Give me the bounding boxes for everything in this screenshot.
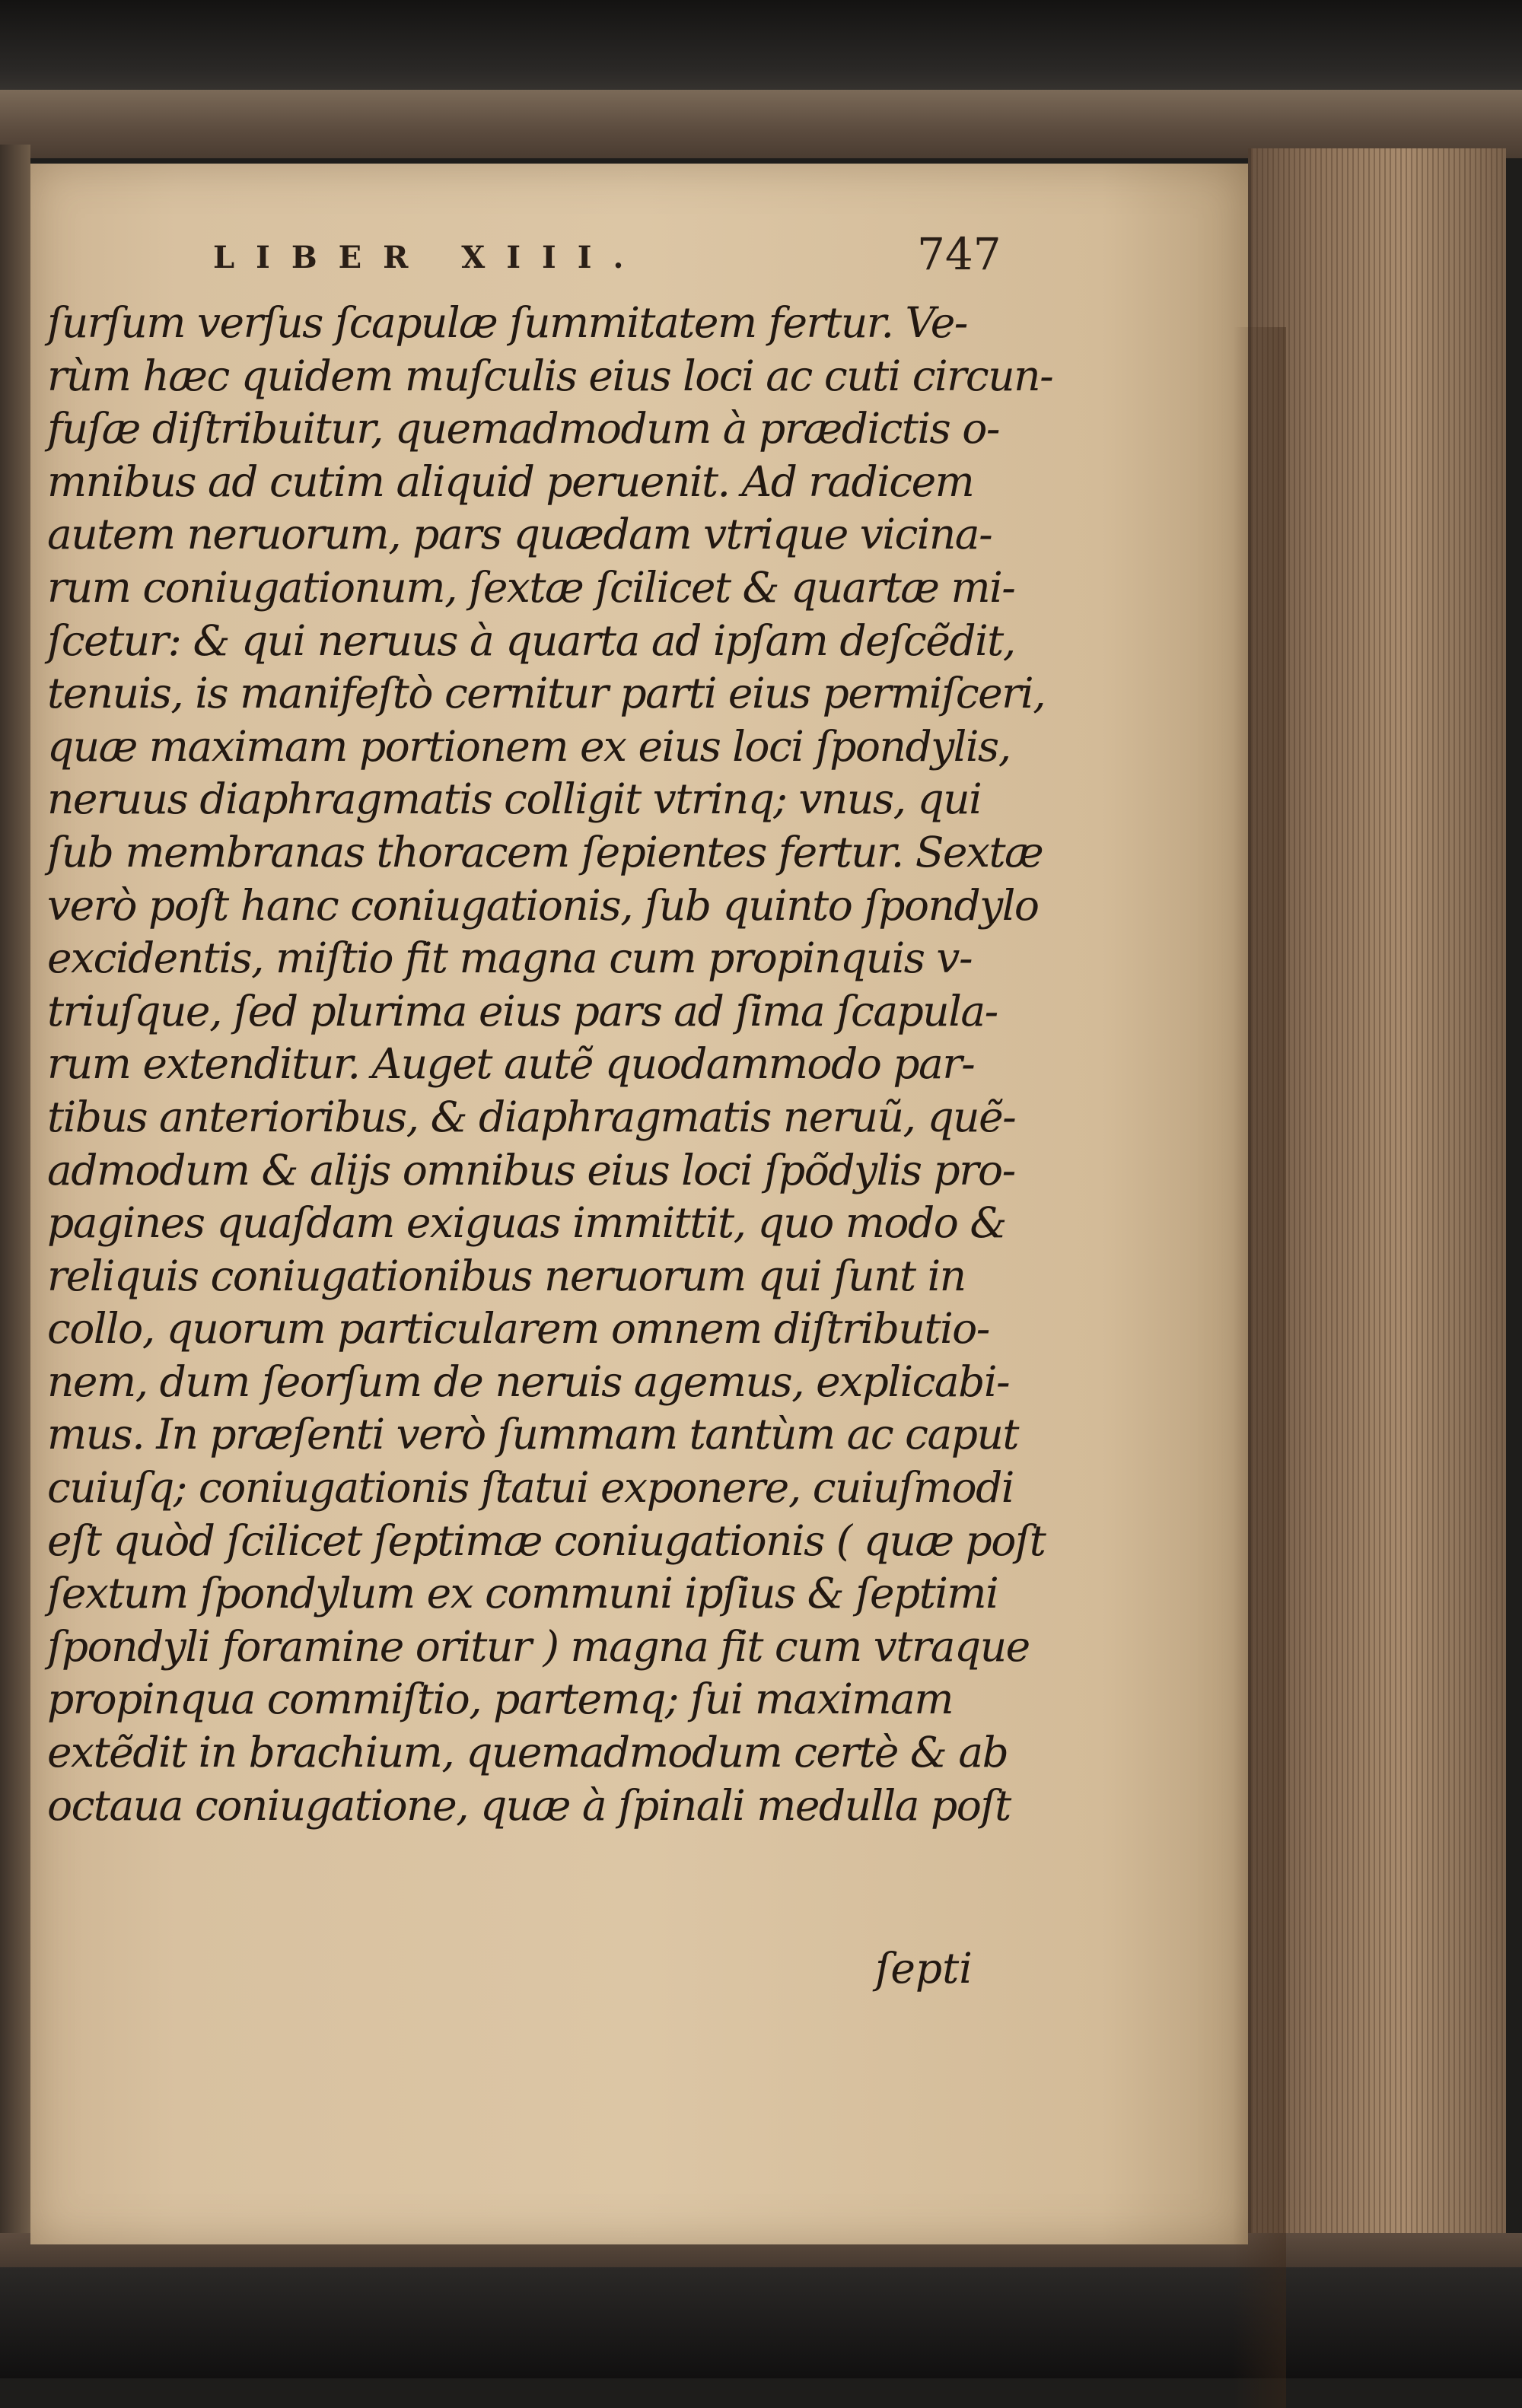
text-line: propinqua commiſtio, partemq; ſui maximam bbox=[47, 1675, 953, 1724]
page-number: 747 bbox=[917, 228, 1001, 280]
text-line: collo, quorum particularem omnem diſtributio- bbox=[47, 1304, 989, 1354]
text-line: rùm hæc quidem muſculis eius loci ac cuti circun- bbox=[47, 351, 1053, 400]
text-line: rum extenditur. Auget autẽ quodammodo par- bbox=[47, 1039, 975, 1089]
text-line: nem, dum ſeorſum de neruis agemus, explicabi- bbox=[47, 1357, 1010, 1406]
text-line: reliquis coniugationibus neruorum qui ſunt in bbox=[47, 1251, 966, 1300]
page-edges bbox=[1248, 148, 1506, 2263]
text-line: rum coniugationum, ſextæ ſcilicet & quartæ mi- bbox=[47, 562, 1015, 612]
text-line: quæ maximam portionem ex eius loci ſpondylis, bbox=[47, 721, 1011, 771]
text-line: ſcetur: & qui neruus à quarta ad ipſam deſcẽdit, bbox=[47, 616, 1015, 665]
text-line: ſpondyli foramine oritur ) magna fit cum vtraque bbox=[47, 1621, 1030, 1671]
text-line: eſt quòd ſcilicet ſeptimæ coniugationis ( quæ poſt bbox=[47, 1516, 1046, 1565]
book-cover-left bbox=[0, 145, 30, 2260]
text-line: neruus diaphragmatis colligit vtrinq; vnus, qui bbox=[47, 775, 982, 824]
text-line: cuiuſq; coniugationis ſtatui exponere, cuiuſmodi bbox=[47, 1463, 1014, 1513]
text-line: triuſque, ſed plurima eius pars ad ſima ſcapula- bbox=[47, 986, 998, 1035]
catchword: ſepti bbox=[875, 1944, 973, 1993]
text-line: ſextum ſpondylum ex communi ipſius & ſeptimi bbox=[47, 1569, 998, 1618]
backdrop-bottom bbox=[0, 2267, 1522, 2378]
text-line: fuſæ diſtribuitur, quemadmodum à prædictis o- bbox=[47, 404, 999, 453]
text-line: tenuis, is manifeſtò cernitur parti eius permiſceri, bbox=[47, 669, 1046, 718]
text-line: verò poſt hanc coniugationis, ſub quinto ſpondylo bbox=[47, 880, 1039, 930]
text-line: tibus anterioribus, & diaphragmatis neruũ, quẽ- bbox=[47, 1092, 1016, 1141]
text-line: extẽdit in brachium, quemadmodum certè & ab bbox=[47, 1728, 1008, 1777]
text-line: ſurſum verſus ſcapulæ ſummitatem fertur. Ve- bbox=[47, 298, 967, 347]
text-line: pagines quaſdam exiguas immittit, quo modo & bbox=[47, 1198, 1006, 1248]
gutter-shadow bbox=[1233, 327, 1286, 2408]
main-text bbox=[47, 297, 1053, 1832]
text-line: admodum & alijs omnibus eius loci ſpõdylis pro- bbox=[47, 1145, 1015, 1194]
backdrop-top bbox=[0, 0, 1522, 99]
text-line: autem neruorum, pars quædam vtrique vicina- bbox=[47, 510, 992, 559]
text-line: ſub membranas thoracem ſepientes fertur. Sextæ bbox=[47, 827, 1043, 876]
text-line: octaua coniugatione, quæ à ſpinali medulla poſt bbox=[47, 1780, 1011, 1830]
running-head: LIBER XIII. bbox=[213, 240, 645, 275]
text-line: mus. In præſenti verò ſummam tantùm ac caput bbox=[47, 1410, 1018, 1459]
text-line: mnibus ad cutim aliquid peruenit. Ad radicem bbox=[47, 456, 974, 506]
text-line: excidentis, miſtio fit magna cum propinquis v- bbox=[47, 934, 973, 983]
